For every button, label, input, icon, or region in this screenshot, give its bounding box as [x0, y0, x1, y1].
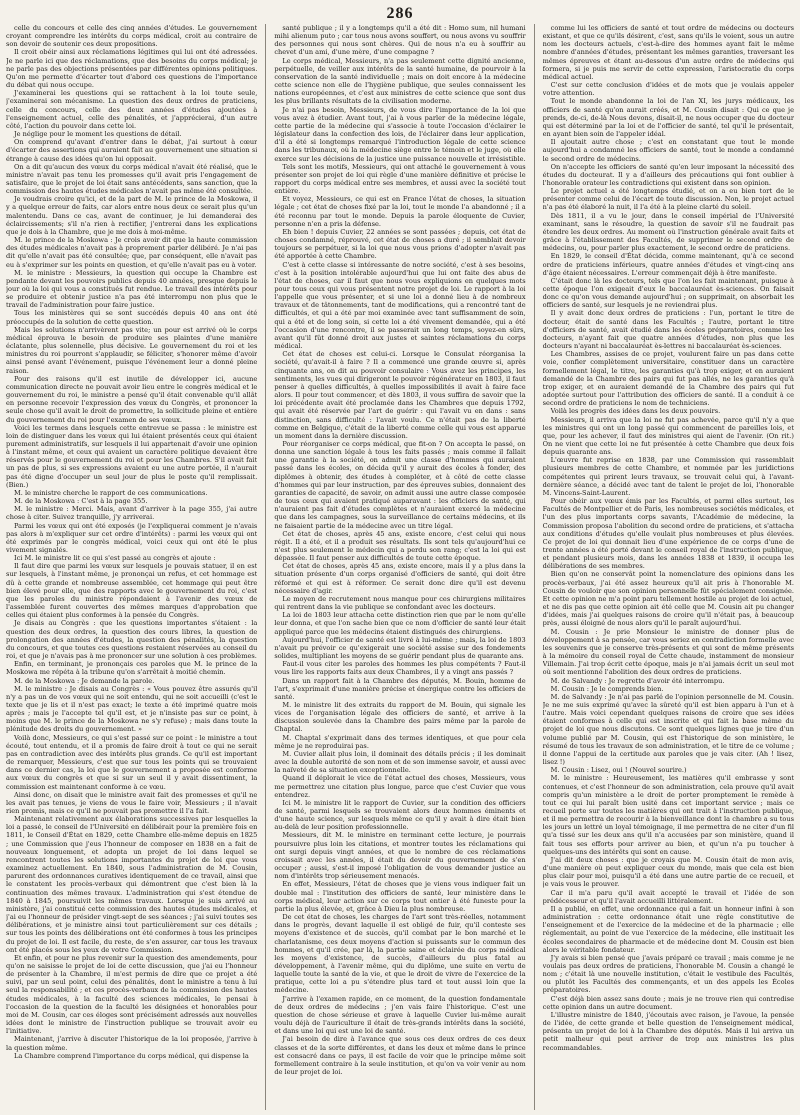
paragraph: Il faut dire que parmi les vœux sur lesquels je pouvais statuer, il en est sur lesquels, à l'instant même, je prononçai un refus, et cet hommage est dû à cette grande et nombreuse assemblée, cet hommage qui peut être bien élevé pour elle, que des rapports avec le gouvernement du roi, c'est que les paroles du ministre répondaient à l'avenir des vœux de l'assemblée furent couvertes des mêmes marques d'approbation que celles qui étaient plus conformes à la pensée du Congrès. — [6, 562, 258, 620]
paragraph: Tels sont les motifs, Messieurs, qui ont attaché le gouvernement à vous présenter son projet de loi qui règle d'une manière définitive et précise le rapport du corps médical entre ses membres, et aussi avec la société tout entière. — [274, 162, 526, 196]
paragraph: Messieurs, il arriva que la loi ne fut pas achevée, parce qu'il n'y a que les ministres qui ont un long passé qui commencent de pareilles lois, et que, pour les achever, il faut des ministres qui aient de l'avenir. (On rit.) On ne vient que cette loi ne fut présentée à cette Chambre que deux fois depuis quarante ans. — [542, 415, 794, 457]
paragraph: M. de Salvandy : Je n'ai pas parlé de l'opinion personnelle de M. Cousin. Je ne me suis exprimé qu'avec la sûreté qu'il est bien apparu à l'un et à l'autre. Mais voici cependant quelques raisons de croire que ses idées étaient conformes à celle qui est inscrite et qui fait la base même du projet de loi que nous discutons. Ce sont quelques lignes que je tire d'un volume publié par M. Cousin, qui est l'historique de son ministère, le résumé de tous les travaux de son administration, et le titre de ce volume ; il donne l'appui de la certitude aux paroles que je vais citer. (Ah ! lisez, lisez !) — [542, 692, 794, 767]
paragraph: La Chambre comprend l'importance du corps médical, qui dispense la — [14, 1051, 249, 1060]
paragraph: J'ai besoin de dire à l'avance que sous ces deux ordres de ces deux classes et de la sorte différentes, et dans les deux et même dans le prince est consacré dans ce pays, il est facile de voir que le principe même soit formellement contraire à la seule institution, et qu'on va voir venir au nom de leur projet de loi. — [274, 1035, 526, 1076]
paragraph: Voilà donc, Messieurs, ce qui s'est passé sur ce point : le ministre a tout écouté, tout entendu, et il a promis de faire droit à tout ce qui ne serait pas en contradiction avec des intérêts plus grands. Ce qu'il est important de remarquer, Messieurs, c'est que sur tous les points qui se trouvaient dans ce dernier cas, la loi que le gouvernement a proposée est conforme aux vœux du congrès et que si sur un seul il y avait dissentiment, la commission est maintenant conforme à ce vœu. — [6, 733, 258, 791]
paragraph: Il y avait donc deux ordres de praticiens : l'un, portant le titre de docteur, était de santé dans les Facultés ; l'autre, portant le titre d'officiers de santé, avait étudié dans les écoles préparatoires, comme les docteurs, n'ayant fait que quatre années d'études, non plus que les docteurs n'ayant ni baccalauréat ès-lettres ni baccalauréat ès-sciences. — [542, 309, 794, 351]
paragraph: Dès 1811, il a vu le jour, dans le conseil impérial de l'Université examinant, sans le résoudre, la question de savoir s'il ne faudrait pas étendre les deux ordres. Au moment où l'instruction générale avait faits et grâce à l'établissement des Facultés, de supprimer le second ordre de médecins, ou, pour parler plus exactement, le second ordre de praticiens. — [542, 211, 794, 253]
text-column-middle — [274, 24, 525, 1110]
paragraph: santé publique ; il y a longtemps qu'il a été dit : Homo sum, nil humani mihi alienum puto ; car tous nous avons souffert, ou nous avons vu souffrir des personnes qui nous sont chères. Qui de nous n'a eu à souffrir au chevet d'un ami, d'une mère, d'une compagne ? — [274, 24, 526, 57]
paragraph: Aujourd'hui, l'officier de santé est livré à lui-même ; mais, la loi de 1803 n'avait pu prévoir ce qu'exigerait une société assise sur des fondements solides, multipliant les moyens de se guérir pendant plus de quarante ans. — [274, 635, 526, 661]
paragraph: M. Cousin : Lisez, oui ! (Nouvel sourire.) — [550, 766, 687, 775]
paragraph: Cet état de choses, après 45 ans, existe encore, c'est celui qui nous régit. Il a été, et il a produit ses résultats. Ils sont tels qu'aujourd'hui ce n'est plus seulement le médecin qui a perdu son rang; c'est la loi qui est dépassée. Il faut penser aux difficultés de toute cette époque. — [274, 529, 526, 563]
paragraph: Je néglige pour le moment les questions de détail. — [14, 130, 182, 139]
paragraph: Il croit obéir ainsi aux réclamations légitimes qui lui ont été adressées. Je ne parle ici que des réclamations, que des besoins du corps médical; je ne parle pas des objections présentées par différentes opinions politiques. Qu'on me permette d'écarter tout d'abord ces questions de l'importance du débat qui nous occupe. — [6, 48, 258, 90]
paragraph: De cet état de choses, les charges de l'art sont très-réelles, notamment dans le progrès, devant laquelle il est obligé de fuir, qu'il conteste ses moyens d'existence et de succès, qu'il combat par le bon marché et le charlatanisme, ces deux moyens d'action si puissants sur le commun des hommes, et qu'il crée, par là, la partie saine et éclairée du corps médical les moyens d'existence, de succès, d'ailleurs du plus fatal au développement, à l'avenir même, qui du diplôme, une suite en vertu de laquelle toute la santé de la vie, et que le droit de vivre de l'exercice de la pratique, cette loi a pu s'étendre plus tard et tout aussi loin que la médecine. — [274, 913, 526, 995]
paragraph: Mais les solutions n'arrivèrent pas vite; un pour est arrivé où le corps médical éprouva le besoin de produire ses plaintes d'une manière éclatante, plus solennelle, plus décisive. Le gouvernement du roi et les ministres du roi pourront s'applaudir, se féliciter, s'honorer même d'avoir ainsi pensé avant l'événement, puisque l'événement leur a donné pleine raison. — [6, 325, 258, 375]
paragraph: Je voudrais croire qu'ici, et de la part de M. le prince de la Moskowa, il y a quelque erreur de faits, car alors entre nous deux ce serait plus qu'un malentendu. Dans ce cas, avant de continuer, je lui demanderai des éclaircissements; s'il n'a rien à rectifier, j'entrerai dans les explications que je dois à la Chambre, que je me dois à moi-même. — [6, 195, 258, 236]
paragraph: Le projet actuel a été longtemps étudié, et on a eu bien tort de le présenter comme celui de l'écart de toute discussion. Non, le projet actuel n'a pas été élaboré la nuit, il l'a été à la pleine clarté du soleil. — [542, 187, 794, 212]
paragraph: M. le ministre : Je disais au Congrès : « Vous pouvez être assurés qu'il n'y a pas un de vos vœux qui ne soit entendu, qui ne soit accueilli (c'est le texte que je lis et il n'est pas exact; le texte a été imprimé quatre mois après ; mais je l'accepte tel qu'il est, et je n'insiste pas sur ce point, à moins que M. le prince de la Moskowa ne s'y refuse) ; mais dans toute la plénitude des droits du gouvernement. » — [6, 684, 258, 734]
paragraph: M. Cuvier allait plus loin, il dominait des détails précis ; il les dominait avec la double autorité de son nom et de son immense savoir, et aussi avec la naïveté de sa situation exceptionnelle. — [274, 749, 526, 775]
paragraph: On a dit qu'aucun des vœux du corps médical n'avait été réalisé, que le ministre n'avait pas tenu les promesses qu'il avait pris l'engagement de satisfaire, que le projet de loi était sans antécédents, sans sanction, que la commission des hautes études médicales n'avait pas même été consultée. — [6, 162, 258, 196]
paragraph: Parmi les vœux qui ont été exposés (je l'expliquerai comment je n'avais pas alors à m'expliquer sur cet ordre d'intérêts) : parmi les vœux qui ont été exprimés par le congrès médical, voici ceux qui ont été le plus vivement signalés. — [6, 521, 258, 554]
paragraph: M. le ministre cherche le rapport de ces communications. — [14, 488, 208, 497]
page-number: 286 — [386, 5, 414, 22]
paragraph: Les Chambres, assises de ce projet, voulurent faire un pas dans cette voie, confier complètement universitaire, constituer dans un caractère formellement légal, le titre, les garanties qu'à trop exiger, et en auraient demandé de la Chambre des pairs qui fut pas allés, ne les garanties qu'à trop exiger, et en auraient demandé de la Chambre des pairs qui fut adoptée surtout pour l'attribution des officiers de santé. Il a conduit à ce second ordre de praticiens le nom de techniciens. — [542, 350, 794, 408]
paragraph: C'est à cette classe si intéressante de notre société, c'est à ses besoins, c'est à la position intolérable aujourd'hui que lui ont faite des abus de l'état de choses, car il faut que nous vous expliquions en quelques mots pour tous ceux qui vous présentent notre projet de loi. Le rapport à la loi l'appelle que vous présenter, et si une loi a donné lieu à de nombreux travaux et de tâtonnements, tant de modifications, qui a rencontré tant de difficultés, et qui a été par moi examinée avec tant suffisamment de soin, qui a été et de long soin, si cette loi a été vivement demandée, qui a été l'occasion d'une rencontre, il se passerait un long temps, soyez-en sûrs, avant qu'il fût donné droit aux justes et saintes réclamations du corps médical. — [274, 260, 526, 351]
paragraph: Tous les ministères qui se sont succédés depuis 40 ans ont été préoccupés de la solution de cette question. — [6, 309, 258, 326]
paragraph: Eh bien ! depuis Cuvier, 22 années se sont passées ; depuis, cet état de choses condamné, réprouvé, cet état de choses a duré ; il semblait devoir toujours se perpétuer, si la loi que nous vous prions d'adopter n'avait pas été apportée à cette Chambre. — [274, 227, 526, 261]
paragraph: M. Cousin : Je le comprends bien. — [550, 684, 664, 693]
paragraph: Et voyez, Messieurs, ce qui est en France l'état de choses, la situation légale ; cet état de choses fixé par la loi, tout le monde l'a abandonné ; il a été reconnu par tout le monde. Depuis la parole éloquente de Cuvier, personne n'en a pris la défense. — [274, 195, 526, 228]
paragraph: Voici les termes dans lesquels cette entrevue se passa : le ministre est loin de distinguer dans les vœux qui lui étaient présentés ceux qui étaient purement administratifs, sur lesquels il lui appartenait d'avoir une opinion à l'instant même, et ceux qui avaient un caractère politique devaient être réservés pour le gouvernement du roi et pour les Chambres. S'il avait fait un pas de plus, si ses expressions avaient eu une autre portée, il n'aurait pas été digne d'occuper un seul jour de plus le poste qu'il remplissait. (Bien.) — [6, 423, 258, 489]
paragraph: Car il m'a paru qu'il avait accepté le travail et l'idée de son prédécesseur et qu'il l'avait accueilli littéralement. — [542, 888, 794, 905]
paragraph: L'œuvre fut reprise en 1838, par une Commission qui rassemblait plusieurs membres de cette Chambre, et nommée par les juridictions compétentes qui prirent leurs travaux, se trouvait celui qui, à l'avant-dernière séance, a décidé avec tant de talent le projet de loi, l'honorable M. Vincens-Saint-Laurent. — [542, 456, 794, 497]
text-columns — [6, 24, 794, 1110]
column-rule — [534, 24, 535, 1110]
paragraph: Faut-il vous citer les paroles des hommes les plus compétents ? Faut-il vous lire les rapports faits aux deux Chambres, il y a vingt ans passés ? — [274, 660, 526, 677]
paragraph: Messieurs, dit M. le ministre en terminant cette lecture, je pourrais poursuivre plus loin les citations, et montrer toutes les réclamations qui ont surgi depuis vingt années, et que le nombre de ces réclamations croissait avec les années, il était du devoir du gouvernement de s'en occuper ; aussi, s'est-il imposé l'obligation de vous demander justice au nom d'intérêts trop sérieusement menacés. — [274, 831, 526, 881]
paragraph: Voilà les progrès des idées dans les deux pouvoirs. — [550, 407, 721, 416]
paragraph: En 1829, le conseil d'État décida, comme maintenant, qu'à ce second ordre de praticiens inférieurs, quatre années d'études et vingt-cinq ans d'âge étaient nécessaires. L'erreur commençait déjà à être manifeste. — [542, 252, 794, 277]
paragraph: J'examinerai les questions qui se rattachent à la loi toute seule, j'examinerai son mécanisme. La question des deux ordres de praticiens, celle du concours, celle des deux années d'études ajoutées à l'enseignement actuel, celle des pénalités, et j'apprécierai, d'un autre côté, l'action du pouvoir dans cette loi. — [6, 89, 258, 130]
paragraph: J'arrive à l'examen rapide, en ce moment, de la question fondamentale de deux ordres de médecins ; j'en vais faire l'historique. C'est une question de chose sérieuse et grave à laquelle Cuvier lui-même aurait voulu déjà de l'auriculture il était de très-grands intérêts dans la société, et dans une loi qui est une loi de santé. — [274, 994, 526, 1036]
paragraph: Il a publié, en effet, une ordonnance qui a fait un honneur infini à son administration : cette ordonnance était une règle constitutive de l'enseignement et de l'exercice de la médecine et de la pharmacie ; elle réglementait, au point de vue l'exercice de la médecine, elle instituait les écoles secondaires de pharmacie et de médecine dont M. Cousin est bien alors le véritable fondateur. — [542, 904, 794, 954]
paragraph: M. de la Moskowa : Je demande la parole. — [14, 676, 155, 685]
paragraph: On comprend qu'avant d'entrer dans le débat, j'ai surtout à cœur d'écarter des assertions qui auraient fait au gouvernement une situation si étrange à cause des idées qu'on lui opposait. — [6, 138, 258, 163]
paragraph: C'était donc là les docteurs, tels que l'on les fait maintenant, puisque à cette époque l'on exigeait d'eux le baccalauréat ès-sciences. On faisait donc ce qu'on vous demande aujourd'hui ; on supprimait, on absorbait les officiers de santé, sur lesquels je ne reviendrai plus. — [542, 276, 794, 310]
paragraph: Tout le monde abandonne la loi de l'an XI, les jurys médicaux, les officiers de santé qu'on aurait créés, et M. Cousin disait : Qui ce que je prends, de-ci, de-là Nous devons, disait-il, ne nous occuper que du docteur qui est déterminé par la loi et de l'officier de santé, tel qu'il le présentait, en ayant bien soin de l'appeler idéal. — [542, 97, 794, 139]
paragraph: C'est sur cette conclusion d'idées et de mots que je voulais appeler votre attention. — [542, 81, 794, 98]
paragraph: M. le ministre : Merci. Mais, avant d'arriver à la page 355, j'ai autre chose à citer. Suivez tranquille, j'y arriverai. — [6, 505, 258, 522]
paragraph: J'ai dit deux choses : que je croyais que M. Cousin était de mon avis, d'une manière où peut expliquer ceux du monde, mais que cela est bien plus clair pour moi, puisqu'il a été dans une autre partie de ce recueil, et je vais vous le prouver. — [542, 855, 794, 889]
paragraph: Il ajoutait autre chose ; c'est en constatant que tout le monde aujourd'hui a condamné les officiers de santé, tout le monde a condamné le second ordre de médecins. — [542, 138, 794, 163]
paragraph: celle du concours et celle des cinq années d'études. Le gouvernement croyant comprendre les intérêts du corps médical, croit au contraire de son devoir de soutenir ces deux propositions. — [6, 24, 258, 49]
paragraph: Je disais au Congrès : que les questions importantes s'étaient : la question des deux ordres, la question des cours libres, la question de prolongation des années d'études, la question des pénalités, la question du concours, et que toutes ces questions restaient réservées au conseil du roi, et que je n'avais pas à me prononcer sur une solution à ces problèmes. — [6, 619, 258, 661]
text-column-right — [543, 24, 794, 1110]
paragraph: M. de la Moskowa : C'est à la page 355. — [14, 497, 148, 506]
paragraph: Enfin, en terminant, je prononçais ces paroles que M. le prince de la Moskowa me répéta à la tribune qu'on s'arrêtait à moitié chemin. — [6, 660, 258, 677]
paragraph: M. le ministre : Heureusement, les matières qu'il embrasse y sont contenues, et c'est l'honneur de son administration, cela prouve qu'il avait compris qu'un ministère a le droit de porter promptement le remède à tout ce qui lui paraît bien usité dans cet important service ; mais ce recueil porte sur toutes les matières qui ont trait à l'instruction publique, et il me permettra de recourir à la bienveillance dont la chambre a su tous les jours un lettré un loyal témoignage, il me permettra de ne citer d'un fil qu'a tissé sur les deux ans qu'il n'a accusées par son ministère, quand il fait tous ses efforts pour arriver au bien, et qu'un n'a pu toucher à quelques-uns des intérêts qui sont en cause. — [542, 774, 794, 856]
paragraph: Ainsi donc, on disait que le ministre avait fait des promesses et qu'il ne les avait pas tenues, je viens de vous le faire voir, Messieurs ; il n'avait rien promis, mais ce qu'il ne pouvait pas promettre il l'a fait. — [6, 790, 258, 815]
paragraph: Pour obéir aux vœux émis par les Facultés, et parmi elles surtout, les Facultés de Montpellier et de Paris, les nombreuses sociétés médicales, et l'un des plus importants corps savants, l'Académie de médecine, la Commission proposa l'abolition du second ordre de praticiens, et s'attacha aux conditions d'études qu'elle voulait plus nombreuses et plus élevées. Ce projet de loi qui donnait lieu d'une expérience de ce corps d'une de trente années a été porté devant le conseil royal de l'instruction publique, et pendant plusieurs mois, dans les années 1838 et 1839, il occupa les délibérations de ses membres. — [542, 497, 794, 571]
paragraph: Ici M. le ministre lit ce qui s'est passé au congrès et ajoute : — [14, 554, 216, 563]
paragraph: M. le ministre : Messieurs, la question qui occupe la Chambre est pendante devant les pouvoirs publics depuis 40 années, presque depuis le jour où la loi qui vous a constitués fut rendue. Le travail des intérêts pour se produire et obtenir justice n'a pas été interrompu non plus que le travail de l'administration pour faire justice. — [6, 268, 258, 310]
paragraph: comme lui les officiers de santé et tout ordre de médecins ou docteurs existant, et que ce qu'ils désirent, c'est, sans qu'ils le voient, sous un autre nom les docteurs actuels, c'est-à-dire des hommes ayant fait le même nombre d'années d'études, présentant les mêmes garanties, traversant les mêmes épreuves et étant au-dessous d'un autre ordre de médecins qui formera, si je puis me servir de cette expression, l'aristocratie du corps médical actuel. — [542, 24, 794, 81]
paragraph: L'illustre ministre de 1840, j'écoutais avec raison, je l'avoue, la pensée de l'idée, de cette grande et belle question de l'enseignement médical, présenta un projet de loi à la Chambre des députés. Mais il lui arriva un petit malheur qui peut arriver de trop aux ministres les plus recommandables. — [542, 1010, 794, 1052]
paragraph: M. le prince de la Moskowa : Je crois avoir dit que la haute commission des études médicales n'avait pas à proprement parler délibéré. Je n'ai pas dit qu'elle n'avait pas été consultée; que, par conséquent, elle n'avait pas eu à s'exprimer sur les points en question, et qu'elle n'avait pas eu à voter. — [6, 236, 258, 269]
paragraph: Le moyen de recrutement nous manque pour ces chirurgiens militaires qui rentrent dans la vie publique se confondant avec les docteurs. — [274, 594, 526, 612]
paragraph: Cet état de choses est celui-ci. Lorsque le Consulat réorganisa la société, qu'avait-il à faire ? Il a commencé une grande œuvre si, après cinquante ans, on dit au pouvoir consulaire : Vous avez les principes, les sentiments, les vues qui dirigeront le pouvoir régénérateur en 1803, il faut penser à quelles difficultés, à quelles impossibilités il avait à faire face alors. Il pour tout commencer, et dès 1803, il vous suffira de savoir que la loi précédente avait été proclamée dans les Chambres que depuis 1792, qui avait été réservée par l'art de guérir : qui l'avait vu en dans : sans distinction, sans difficulté : l'avait voulu. Ce n'était pas de la liberté comme en Belgique, c'était de la liberté comme celle qui vous est apparue un moment dans la dernière discussion. — [274, 350, 526, 440]
paragraph: Quand il déplorait le vice de l'état actuel des choses, Messieurs, vous me permettrez une citation plus longue, parce que c'est Cuvier que vous entendrez. — [274, 774, 526, 799]
paragraph: Le corps médical, Messieurs, n'a pas seulement cette dignité ancienne, perpétuelle, de veiller aux intérêts de la santé humaine, de pourvoir à la conservation de la santé individuelle ; mais on doit encore à la médecine cette science non elle de l'hygiène publique, que seules connaissent les nations européennes, et c'est aux ministres de cette science que sont dus les plus brillants résultats de la civilisation moderne. — [274, 56, 526, 106]
paragraph: Bien qu'on ne conservât point la nomenclature des opinions dans les procès-verbaux, j'ai été assez heureux qu'il ait pris à l'honorable M. Cousin de vouloir que son opinion personnelle fût spécialement consignée. Et cette opinion ne m'a point paru tellement hostile au projet de loi actuel, et ne dis pas que cette opinion ait été celle que M. Cousin ait pu changer d'idées, mais j'ai quelques raisons de croire qu'il n'était pas, à beaucoup près, aussi éloigné de nous alors qu'il le paraît aujourd'hui. — [542, 570, 794, 628]
paragraph: J'y avais si bien pensé que j'avais préparé ce travail ; mais comme je ne voulais pas deux ordres de praticiens, l'honorable M. Cousin a changé le nom ; c'était là une nouvelle institution, c'était le vestibule des Facultés, ou plutôt les Facultés des commençants, et un des appels les Écoles préparatoires. — [542, 953, 794, 995]
paragraph: Et enfin, et pour ne plus revenir sur la question des amendements, pour qu'on ne saisisse le projet de loi de cette discussion, que j'ai eu l'honneur de présenter à la Chambre, il m'est permis de dire que ce projet a été suivi, par un seul point, celui des pénalités, dont le ministre a tenu à lui seul la responsabilité ; et ces procès-verbaux de la commission des hautes études médicales, à la faculté des sciences médicales, le pensai à l'occasion de la question de la faculté les désignées et honorables pour moi de M. Cousin, car ces éloges sont précisément adressés aux nouvelles idées dont le ministre de l'instruction publique se trouvait avoir eu l'initiative. — [6, 953, 258, 1036]
column-rule — [265, 24, 266, 1110]
paragraph: Dans un rapport fait à la Chambre des députés, M. Bouin, homme de l'art, s'exprimait d'une manière précise et énergique contre les officiers de santé. — [274, 676, 526, 701]
paragraph: M. le ministre lit des extraits du rapport de M. Bouin, qui signale les vices de l'organisation légale des officiers de santé, et arrive à la discussion soulevée dans la Chambre des pairs même par la parole de Chaptal. — [274, 700, 526, 734]
paragraph: En effet, Messieurs, l'état de choses que je viens vous indiquer fait un double mal : l'institution des officiers de santé, leur ministère dans le corps médical, leur action sur ce corps tout entier à été funeste pour la partie la plus élevée, et, grâce à Dieu la plus nombreuse. — [274, 880, 526, 913]
paragraph: On n'accepte les officiers de santé qu'en leur imposant la nécessité des études du docteurat. Il y a d'ailleurs des précautions qui font oublier à l'honorable orateur les contradictions qui existent dans son opinion. — [542, 162, 794, 187]
paragraph: C'est déjà bien assez sans doute ; mais je ne trouve rien qui contredise cette opinion dans un autre document. — [542, 994, 794, 1011]
paragraph: M. Cousin : Je prie Monsieur le ministre de donner plus de développement à sa pensée, car vous seriez en contradiction formelle avec les souvenirs que je conserve très-présents et qui sont de même présents à la mémoire du conseil royal de Cette chaude, instamment de monsieur Villemain. J'ai trop écrit cette époque, mais je n'ai jamais écrit un seul mot où soit mentionné l'abolition des deux ordres de praticiens. — [542, 627, 794, 677]
paragraph: Ici M. le ministre lit le rapport de Cuvier, sur la condition des officiers de santé, parmi lesquels se trouvaient alors deux hommes éminents et d'une haute science, sur lesquels même ce qu'il y avait à dire était bien au-delà de leur position professionnelle. — [274, 798, 526, 832]
text-column-left — [6, 24, 257, 1110]
paragraph: Cet état de choses, après 45 ans, existe encore, mais il y a plus dans la situation présente d'un corps organisé d'officiers de santé, qui doit être réformé et qui est à réformer. Ce serait donc dire qu'il est devenu nécessaire d'agir. — [274, 562, 526, 595]
paragraph: Pour des raisons qu'il est inutile de développer ici, aucune communication directe ne pouvait avoir lieu entre le congrès médical et le gouvernement du roi, le ministre a pensé qu'il était convenable qu'il allât en personne recevoir l'expression des vœux du Congrès, et prononcer la seule chose qu'il avait le droit de promettre, la sollicitude pleine et entière du gouvernement du roi pour l'examen de ses vœux. — [6, 374, 258, 424]
paragraph: La loi de 1803 leur attacha cette distinction rien que par le nom qu'elle leur donna, et que l'on sache bien que ce nom d'officier de santé leur était appliqué parce que les médecins étaient distingués des chirurgiens. — [274, 611, 526, 636]
paragraph: M. de Salvandy : Je regrette d'avoir été interrompu. — [550, 676, 725, 685]
paragraph: Je n'ai pas besoin, Messieurs, de vous dire l'importance de la loi que vous avez à étudier. Avant tout, j'ai à vous parler de la médecine légale, cette partie de la médecine qui s'associe à toute l'occasion d'éclairer le législateur dans la confection des lois, de l'éclairer dans leur application, d'il a été si longtemps remarqué l'introduction légale de cette science dans les tribunaux, où la médecine siège entre le témoin et le juge, où elle exerce sur les décisions de la justice une puissance nouvelle et irrésistible. — [274, 105, 526, 163]
paragraph: Maintenant, j'arrive à discuter l'historique de la loi proposée, j'arrive à la question même. — [6, 1035, 258, 1052]
paragraph: M. Chaptal s'exprimait dans des termes identiques, et que pour cela même je ne reproduirai pas. — [274, 733, 526, 750]
paragraph: Pour réorganiser ce corps médical, que fit-on ? On accepta le passé, on donna une sanction légale à tous les faits passés ; mais comme il fallait une garantie à la société, on admit une classe d'hommes qui auraient passé dans les écoles, on décida qu'il y aurait des écoles à fonder, des diplômes à obtenir, des études à compléter, et à côté de cette classe d'hommes qui par leur instruction, par des épreuves subies, donnaient des garanties de capacité, de savoir, on admit aussi une autre classe composée de tous ceux qui avaient pratiqué auparavant : les officiers de santé, qui n'auraient pas fait d'études complètes et n'auraient exercé la médecine que dans les campagnes, sous la surveillance de certains médecins, et ils ne faisaient partie de la médecine avec un titre légal. — [274, 439, 526, 530]
paragraph: Maintenant relativement aux élaborations successives par lesquelles la loi a passé, le conseil de l'Université en délibérait pour la première fois en 1811, le Conseil d'État en 1829, cette Chambre elle-même depuis en 1825 ; une Commission que j'eus l'honneur de composer en 1838 en a fait de nouveaux longuement, et adopta un projet de loi dans lequel se rencontrent toutes les solutions importantes du projet de loi que vous examinez actuellement. En 1840, sous l'administration de M. Cousin, parurent des ordonnances curatives identiquement de ce travail, ainsi que le constatent les procès-verbaux qui démontrent que c'est bien là la continuation des mêmes travaux. L'administration qui s'est étendue de 1840 à 1845, poursuivit les mêmes travaux. Lorsque je suis arrivé au ministère, j'ai constitué cette commission des hautes études médicales, et j'ai eu l'honneur de présider vingt-sept de ses séances ; j'ai suivi toutes ses délibérations, et je ministre ainsi tout particulièrement sur ces détails ; sur tous les points des délibérations ont été conformes à tous les principes du projet de loi. Il est facile, du reste, de s'en assurer, car tous les travaux ont été placés sous les yeux de votre Commission. — [6, 815, 258, 954]
